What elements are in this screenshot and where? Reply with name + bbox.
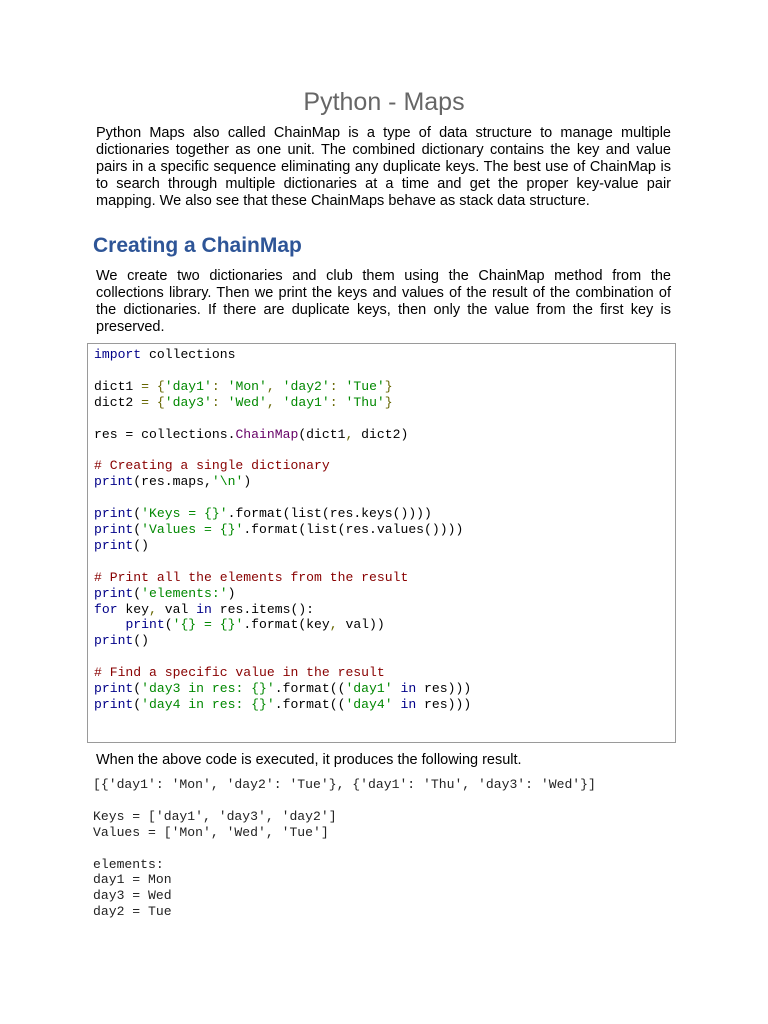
page-title: Python - Maps xyxy=(303,88,465,116)
output-line: Values = ['Mon', 'Wed', 'Tue'] xyxy=(93,824,329,840)
section-heading: Creating a ChainMap xyxy=(93,234,302,257)
program-output xyxy=(93,777,596,920)
section-description: We create two dictionaries and club them using the ChainMap method from the collections library. Then we print the keys and values of the result of the combination of the dictionaries. If there are duplicate keys, then only the value from the first key is preserved. xyxy=(96,268,671,335)
output-line: day1 = Mon xyxy=(93,872,172,888)
code-listing: import collections dict1 = {'day1': 'Mon', 'day2': 'Tue'} dict2 = {'day3': 'Wed', 'day1': 'Thu'} res = collections.ChainMap(dict1, dict2) # Creating a single dictionary print(res.maps,'\n') print('Keys = {}'.format(list(res.keys()))) print('Values = {}'.format(list(res.values()))) print() # Print all the elements from the result print('elements:') for key, val in res.items(): print('{} = {}'.format(key, val)) print() # Find a specific value in the result print('day3 in res: {}'.format(('day1' in res))) print('day4 in res: {}'.format(('day4' in res))) xyxy=(94,347,472,712)
output-line: [{'day1': 'Mon', 'day2': 'Tue'}, {'day1': 'Thu', 'day3': 'Wed'}] xyxy=(93,777,596,792)
output-line: day2 = Tue xyxy=(93,904,172,920)
code-block xyxy=(87,343,676,743)
intro-paragraph: Python Maps also called ChainMap is a type of data structure to manage multiple dictionaries together as one unit. The combined dictionary contains the key and value pairs in a specific sequence eliminating any duplicate keys. The best use of ChainMap is to search through multiple dictionaries at a time and get the proper key-value pair mapping. We also see that these ChainMaps behave as stack data structure. xyxy=(96,125,671,209)
output-line: elements: xyxy=(93,856,164,872)
output-line: Keys = ['day1', 'day3', 'day2'] xyxy=(93,808,337,824)
result-intro: When the above code is executed, it produces the following result. xyxy=(96,752,522,768)
output-line: day3 = Wed xyxy=(93,888,172,904)
